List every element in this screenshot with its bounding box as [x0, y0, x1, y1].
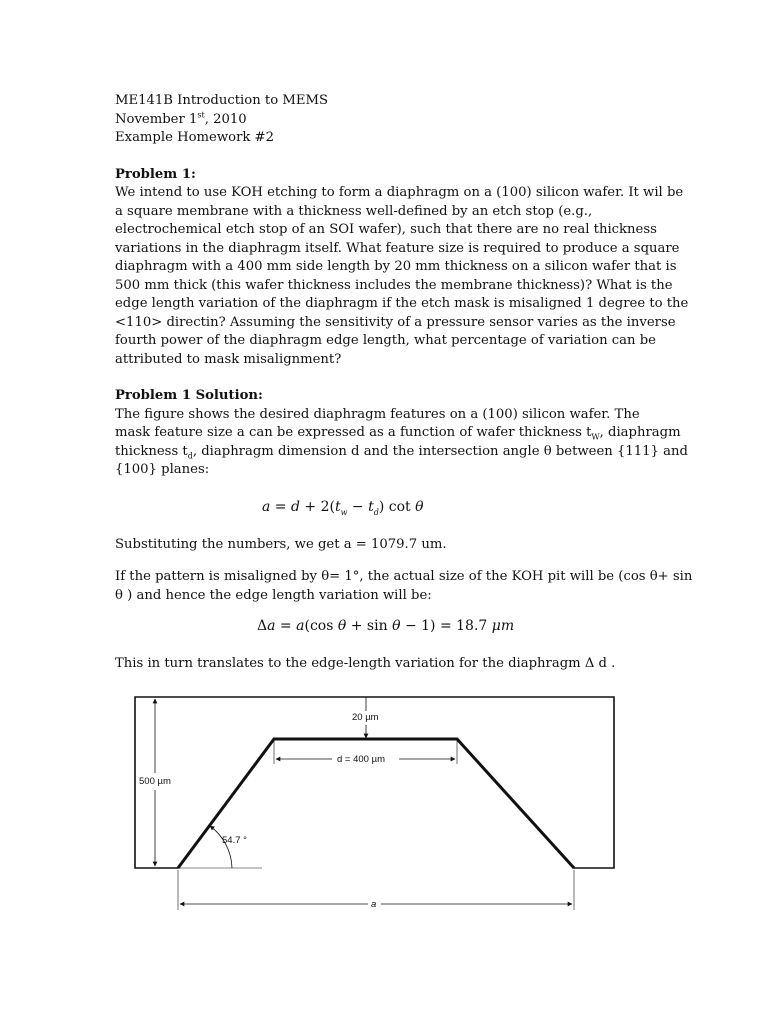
wafer-thickness-label: 500 µm	[139, 776, 171, 787]
problem-line: variations in the diaphragm itself. What feature size is required to produce a square	[115, 240, 680, 256]
problem-line: attributed to mask misalignment?	[115, 351, 342, 367]
solution-line: mask feature size a can be expressed as a function of wafer thickness $t_W$, diaphragm	[115, 425, 681, 442]
problem-line: We intend to use KOH etching to form a diaphragm on a (100) silicon wafer. It wil be	[115, 185, 684, 200]
equation-edge-variation: Δa = a(cos θ + sin θ − 1) = 18.7 μm	[257, 618, 515, 634]
membrane-thickness-label: 20 µm	[352, 712, 379, 723]
solution-line: thickness $t_d$, diaphragm dimension d and the intersection angle θ between {111} and	[115, 443, 688, 461]
problem-1-heading: Problem 1:	[115, 166, 196, 182]
problem-line: fourth power of the diaphragm edge length, what percentage of variation can be	[115, 333, 656, 348]
solution-line: The figure shows the desired diaphragm features on a (100) silicon wafer. The	[115, 406, 640, 422]
problem-line: diaphragm with a 400 mm side length by 20 mm thickness on a silicon wafer that is	[115, 259, 677, 274]
solution-1-heading: Problem 1 Solution:	[115, 388, 263, 403]
equation-feature-size: $a = d + 2(t_w - t_d)$ cot θ	[262, 499, 424, 517]
course-title: ME141B Introduction to MEMS	[115, 93, 328, 108]
problem-line: <110> directin? Assuming the sensitivity of a pressure sensor varies as the inverse	[115, 314, 676, 330]
misalign-text-1: If the pattern is misaligned by θ= 1°, the actual size of the KOH pit will be (cos θ+ sin	[115, 569, 693, 584]
problem-line: a square membrane with a thickness well-defined by an etch stop (e.g.,	[115, 203, 593, 219]
solution-line: {100} planes:	[115, 462, 210, 477]
angle-label: 54.7 °	[222, 835, 247, 846]
problem-line: edge length variation of the diaphragm if the etch mask is misaligned 1 degree to the	[115, 296, 689, 311]
translate-text: This in turn translates to the edge-length variation for the diaphragm Δ d .	[115, 656, 616, 671]
substitute-text: Substituting the numbers, we get a = 1079.7 um.	[115, 537, 447, 552]
problem-line: 500 mm thick (this wafer thickness includes the membrane thickness)? What is the	[115, 277, 673, 293]
misalign-text-2: θ ) and hence the edge length variation will be:	[115, 588, 432, 603]
assignment-title: Example Homework #2	[115, 130, 274, 145]
diaphragm-width-label: d = 400 µm	[337, 754, 385, 765]
mask-size-label: a	[371, 899, 377, 910]
date-line: November 1st, 2010	[115, 110, 247, 127]
problem-line: electrochemical etch stop of an SOI wafer), such that there are no real thickness	[115, 222, 657, 237]
